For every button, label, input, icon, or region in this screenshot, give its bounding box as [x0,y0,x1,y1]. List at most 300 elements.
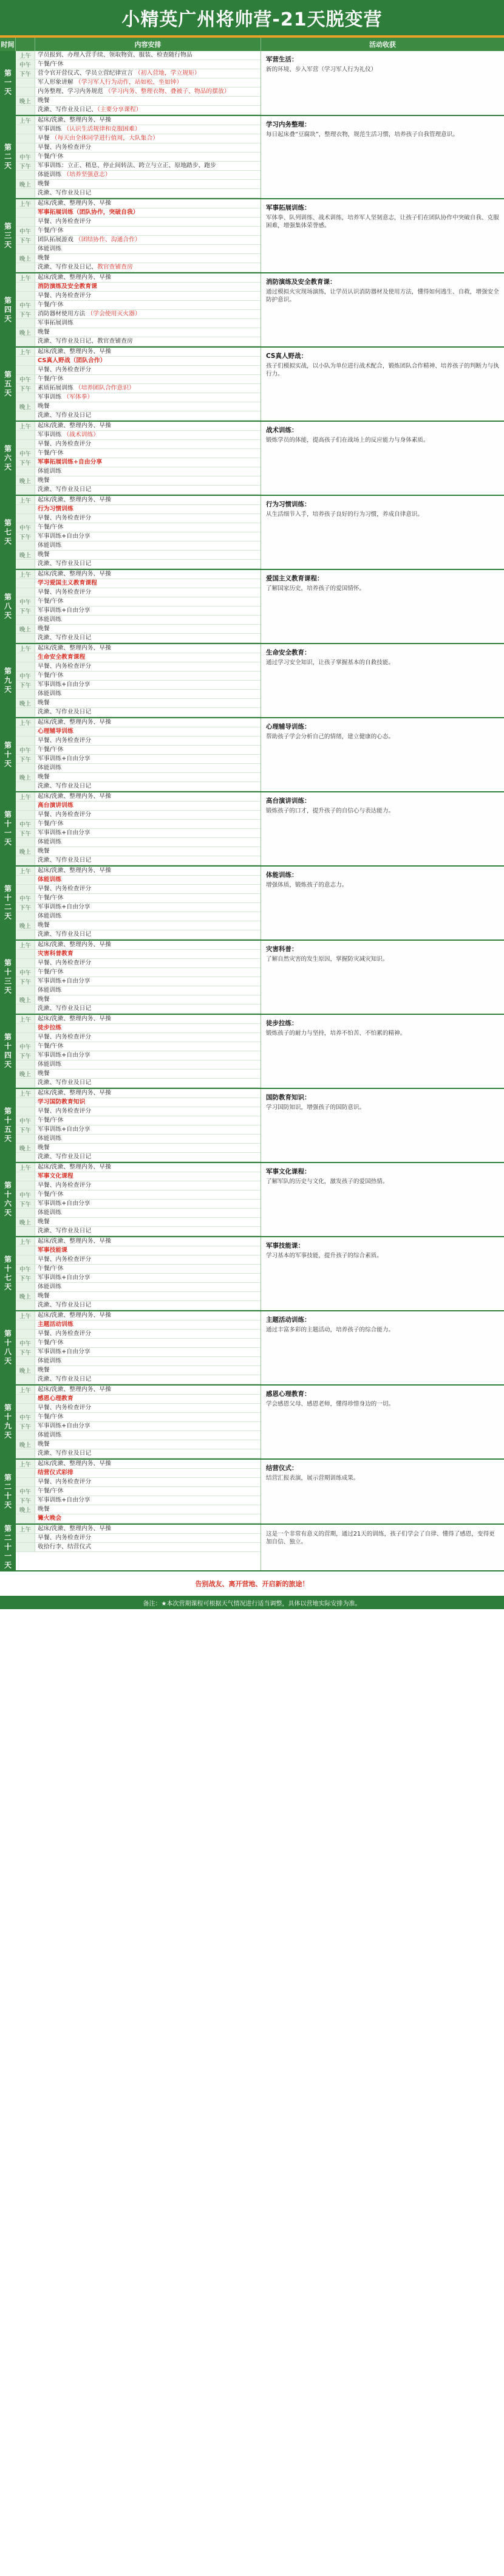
time-slot: 下午 [16,829,35,837]
time-slot: 下午 [16,681,35,689]
schedule-text [35,1144,261,1152]
goal-title: 徒步拉练： [266,1020,298,1027]
schedule-text [35,218,261,226]
highlight-text: 高台演讲训练 [38,802,73,809]
day-block [0,1163,504,1237]
day-label: 第一天 [0,51,16,115]
schedule-text [35,856,261,865]
activity-text: 体能训练 [38,764,62,771]
schedule-row [16,97,261,106]
time-slot: 上午 [16,1237,35,1246]
day-label: 第十天 [0,718,16,791]
activity-text: 早餐、内务检查评分 [38,1256,92,1263]
schedule-row [16,1440,261,1449]
highlight-text: 消防演练及安全教育课 [38,283,97,290]
activity-text: 晚餐 [38,97,50,104]
time-slot [16,245,35,253]
schedule-row [16,78,261,88]
activity-text: 晚餐 [38,774,50,780]
goal-cell [261,1163,504,1236]
activity-text: 洗漱、写作业及日记 [38,634,92,641]
schedule-row [16,1283,261,1292]
schedule-row [16,449,261,458]
activity-text: 体能训练 [38,1283,62,1290]
time-slot [16,950,35,958]
day-schedule [16,792,261,865]
time-slot: 下午 [16,903,35,912]
schedule-text [35,1543,261,1551]
activity-text: 军事训练+自由分享 [38,1423,90,1429]
goal-cell [261,1386,504,1458]
schedule-text [35,1051,261,1060]
day-label: 第十七天 [0,1237,16,1310]
schedule-row [16,523,261,532]
time-slot: 中午 [16,746,35,754]
activity-text: 早餐、内务检查评分 [38,218,92,225]
time-slot: 晚上 [16,551,35,559]
activity-text: 内务整理、学习内务规范 [38,88,105,95]
time-slot [16,440,35,448]
schedule-text [35,802,261,810]
schedule-text [35,532,261,541]
goal-cell [261,1237,504,1310]
day-block [0,116,504,199]
goal-title: 结营仪式： [266,1465,298,1472]
schedule-row [16,876,261,885]
activity-text: 早餐 [38,135,52,142]
schedule-text [35,1079,261,1087]
activity-text: 午餐/午休 [38,895,64,901]
schedule-row [16,171,261,180]
schedule-row [16,1015,261,1024]
time-slot [16,1024,35,1032]
schedule-text [35,153,261,161]
schedule-row [16,606,261,616]
schedule-row [16,422,261,431]
activity-text: 早餐、内务检查评分 [38,366,92,373]
schedule-row [16,1525,261,1534]
time-slot [16,1404,35,1412]
schedule-row [16,514,261,523]
schedule-text [35,820,261,828]
schedule-row [16,597,261,606]
time-slot [16,986,35,995]
schedule-row [16,283,261,292]
schedule-row [16,959,261,968]
activity-text: 起床/洗漱、整理内务、早操 [38,117,111,123]
activity-text: 洗漱、写作业及日记 [38,560,92,567]
activity-text: 早餐、内务检查评分 [38,1404,92,1411]
time-slot [16,856,35,865]
schedule-row [16,1089,261,1098]
schedule-text [35,1190,261,1199]
activity-text: 体能训练 [38,171,64,178]
activity-text: 起床/洗漱、整理内务、早操 [38,496,111,503]
goal-title: 感恩心理教育： [266,1390,311,1398]
schedule-text [35,1042,261,1051]
activity-text: 体能训练 [38,839,62,845]
goal-text: 学习基本的军事技能，提升孩子的综合素质。 [266,1252,383,1259]
schedule-row [16,125,261,134]
day-block [0,273,504,348]
activity-text: 起床/洗漱、整理内务、早操 [38,348,111,355]
goal-text: 从生活细节入手，培养孩子良好的行为习惯，养成自律意识。 [266,511,424,518]
schedule-text [35,422,261,430]
schedule-row [16,1024,261,1033]
time-slot [16,1449,35,1458]
schedule-table [0,51,504,1571]
schedule-text [35,616,261,624]
time-slot: 中午 [16,1487,35,1496]
goal-text: 帮助孩子学会分析自己的情绪，建立健康的心态。 [266,733,395,740]
schedule-row [16,1413,261,1422]
schedule-row [16,1460,261,1469]
activity-text: 早餐、内务检查评分 [38,1534,92,1541]
activity-text: 晚餐 [38,699,50,706]
schedule-text [35,125,261,134]
schedule-row [16,551,261,560]
schedule-row [16,1449,261,1458]
time-slot [16,1227,35,1235]
time-slot [16,876,35,884]
schedule-row [16,69,261,78]
time-slot [16,411,35,420]
schedule-text [35,254,261,263]
schedule-text [35,746,261,754]
activity-text: 午餐/午休 [38,820,64,827]
activity-note: （军体拳） [63,394,94,400]
time-slot: 晚上 [16,254,35,263]
activity-text: 营令官开营仪式、学员立营纪律宣言 [38,70,135,77]
schedule-text [35,867,261,875]
schedule-text [35,1375,261,1384]
activity-text: 晚餐 [38,1367,50,1373]
goal-text: 每日起床叠“豆腐块”，整理衣物，规范生活习惯，培养孩子自我管理意识。 [266,131,458,138]
activity-text: 军事训练 [38,431,64,438]
time-slot [16,1153,35,1161]
schedule-row [16,476,261,486]
goal-cell [261,348,504,421]
time-slot: 中午 [16,1339,35,1347]
activity-text: 午餐/午休 [38,1117,64,1124]
schedule-text [35,829,261,837]
activity-text: 军事训练+自由分享 [38,1497,90,1503]
day-schedule [16,273,261,346]
schedule-row [16,1404,261,1413]
time-slot [16,134,35,143]
time-slot [16,1469,35,1477]
time-slot: 下午 [16,1348,35,1356]
schedule-row [16,402,261,411]
schedule-text [35,1404,261,1412]
day-schedule [16,348,261,421]
day-label: 第五天 [0,348,16,421]
time-slot: 上午 [16,273,35,282]
schedule-text [35,1301,261,1310]
schedule-row [16,1311,261,1321]
schedule-text [35,541,261,550]
schedule-text [35,773,261,781]
time-slot: 中午 [16,1042,35,1051]
activity-text: 军事训练+自由分享 [38,829,90,836]
activity-text: 早餐、内务检查评分 [38,1034,92,1040]
time-slot [16,616,35,624]
time-slot: 上午 [16,51,35,60]
schedule-row [16,1070,261,1079]
schedule-text [35,1460,261,1468]
time-slot: 中午 [16,1116,35,1125]
schedule-text [35,273,261,282]
time-slot [16,1209,35,1217]
schedule-text [35,1237,261,1246]
day-schedule [16,1015,261,1088]
schedule-text [35,319,261,328]
activity-text: 早餐、内务检查评分 [38,885,92,892]
time-slot [16,1135,35,1143]
time-slot [16,1375,35,1384]
day-schedule [16,496,261,569]
schedule-row [16,88,261,97]
activity-text: 团队拓展游戏 [38,236,75,243]
schedule-text [35,1395,261,1403]
schedule-row [16,1033,261,1042]
schedule-row [16,811,261,820]
time-slot: 上午 [16,1311,35,1320]
activity-text: 学员报到、办理入营手续、领取物资、服装、检查随行物品 [38,52,192,58]
goal-cell [261,496,504,569]
time-slot: 晚上 [16,1366,35,1375]
schedule-text [35,847,261,856]
day-schedule [16,1163,261,1236]
schedule-text [35,1200,261,1208]
highlight-text: 军事技能课 [38,1247,67,1254]
goal-text: 通过模拟火灾现场演练，让学员认识消防器材及使用方法，懂得如何逃生、自救，增强安全防护意识。 [266,289,499,303]
schedule-text [35,467,261,476]
activity-text: 晚餐 [38,1293,50,1299]
schedule-text [35,811,261,819]
schedule-text [35,1227,261,1235]
time-slot: 中午 [16,301,35,309]
activity-text: 晚餐 [38,255,50,261]
schedule-text [35,597,261,606]
time-slot [16,1431,35,1440]
schedule-row [16,384,261,393]
time-slot: 晚上 [16,625,35,633]
schedule-row [16,180,261,189]
activity-text: 午餐/午休 [38,1191,64,1198]
goal-cell [261,1460,504,1523]
schedule-text [35,671,261,680]
schedule-row [16,1051,261,1060]
time-slot: 下午 [16,606,35,615]
activity-text: 早餐、内务检查评分 [38,515,92,521]
schedule-text [35,930,261,939]
schedule-row [16,1098,261,1107]
day-block [0,1311,504,1386]
schedule-text [35,1386,261,1394]
time-slot: 晚上 [16,476,35,485]
activity-text: 早餐、内务检查评分 [38,441,92,447]
schedule-text [35,449,261,458]
schedule-row [16,273,261,283]
time-slot: 晚上 [16,328,35,337]
activity-note: （学习军人行为动作，站如松、坐如钟） [75,79,183,86]
schedule-row [16,1469,261,1478]
schedule-text [35,505,261,513]
day-block [0,718,504,792]
activity-text: 体能训练 [38,913,62,919]
schedule-text [35,1496,261,1505]
schedule-text [35,78,261,87]
time-slot: 中午 [16,597,35,606]
goal-cell [261,1525,504,1570]
goal-cell [261,570,504,643]
day-block [0,1089,504,1163]
day-schedule [16,1089,261,1162]
schedule-text [35,440,261,448]
schedule-text [35,384,261,393]
activity-note: （主要分享课程） [97,106,142,113]
schedule-text [35,1366,261,1375]
activity-text: 晚餐 [38,1506,50,1513]
activity-text: 体能训练 [38,1358,62,1364]
activity-text: 体能训练 [38,616,62,623]
time-slot: 上午 [16,1460,35,1468]
day-label: 第十九天 [0,1386,16,1458]
time-slot: 晚上 [16,1505,35,1514]
goal-text: 学习国防知识，增强孩子的国防意识。 [266,1104,366,1111]
schedule-row [16,1200,261,1209]
activity-text: 晚餐 [38,1070,50,1077]
footer-bar [0,1596,504,1609]
time-slot [16,106,35,114]
day-schedule [16,644,261,717]
goal-cell [261,199,504,272]
time-slot [16,1330,35,1338]
schedule-row [16,1357,261,1366]
time-slot: 上午 [16,867,35,875]
schedule-text [35,1330,261,1338]
activity-text: 洗漱、写作业及日记、教官查铺查房 [38,338,133,345]
time-slot: 下午 [16,755,35,763]
day-label: 第三天 [0,199,16,272]
schedule-row [16,431,261,440]
activity-text: 军事拓展训练 [38,320,73,326]
schedule-text [35,245,261,253]
schedule-row [16,134,261,143]
schedule-text [35,1348,261,1356]
goal-text: 增强体质，锻炼孩子的意志力。 [266,882,348,888]
activity-text: 洗漱、写作业及日记 [38,412,92,419]
time-slot [16,1033,35,1042]
schedule-row [16,588,261,597]
activity-text: 军人形象讲解 [38,79,75,86]
time-slot: 晚上 [16,1440,35,1449]
activity-text: 早餐、内务检查评分 [38,737,92,744]
day-label: 第十一天 [0,792,16,865]
schedule-text [35,1181,261,1190]
schedule-text [35,1005,261,1013]
schedule-text [35,1469,261,1477]
activity-text: 午餐/午休 [38,1265,64,1272]
schedule-row [16,1422,261,1431]
day-schedule [16,570,261,643]
time-slot: 下午 [16,532,35,541]
time-slot [16,912,35,921]
schedule-text [35,375,261,383]
activity-text: 体能训练 [38,1061,62,1068]
schedule-text [35,162,261,170]
schedule-text [35,1265,261,1273]
activity-text: 早餐、内务检查评分 [38,1182,92,1189]
activity-text: 起床/洗漱、整理内务、早操 [38,645,111,651]
schedule-text [35,1153,261,1161]
time-slot [16,143,35,152]
time-slot: 中午 [16,449,35,458]
schedule-text [35,977,261,986]
schedule-row [16,885,261,894]
time-slot: 晚上 [16,699,35,707]
schedule-row [16,60,261,69]
schedule-text [35,1339,261,1347]
schedule-row [16,199,261,208]
day-block [0,496,504,570]
time-slot: 上午 [16,1525,35,1533]
schedule-row [16,440,261,449]
time-slot: 晚上 [16,1292,35,1300]
schedule-text [35,727,261,736]
schedule-row [16,1107,261,1116]
activity-text: 午餐/午休 [38,227,64,234]
schedule-row [16,106,261,115]
schedule-text [35,1534,261,1542]
activity-text: 军事训练+自由分享 [38,978,90,984]
activity-note: （每天由全体同学进行值周，大队集合） [51,135,159,142]
schedule-row [16,755,261,764]
schedule-row [16,486,261,495]
schedule-row [16,357,261,366]
activity-note: （培养坚强意志） [63,171,111,178]
day-schedule [16,422,261,495]
activity-text: 早餐、内务检查评分 [38,589,92,596]
schedule-text [35,560,261,568]
time-slot [16,1107,35,1116]
day-schedule [16,199,261,272]
time-slot: 晚上 [16,1218,35,1226]
schedule-text [35,301,261,309]
schedule-text [35,1033,261,1042]
time-slot [16,1098,35,1107]
schedule-text [35,644,261,653]
activity-text: 体能训练 [38,468,62,475]
time-slot: 下午 [16,69,35,78]
activity-text: 晚餐 [38,551,50,558]
time-slot [16,1005,35,1013]
schedule-row [16,337,261,346]
schedule-text [35,1440,261,1449]
activity-text: 起床/洗漱、整理内务、早操 [38,719,111,726]
activity-text: 军事训练 [38,126,64,132]
time-slot [16,514,35,523]
schedule-text [35,764,261,772]
schedule-text [35,941,261,949]
schedule-row [16,496,261,505]
activity-text: 早餐、内务检查评分 [38,960,92,966]
schedule-row [16,560,261,569]
schedule-row [16,820,261,829]
activity-text: 体能训练 [38,690,62,697]
time-slot [16,366,35,374]
